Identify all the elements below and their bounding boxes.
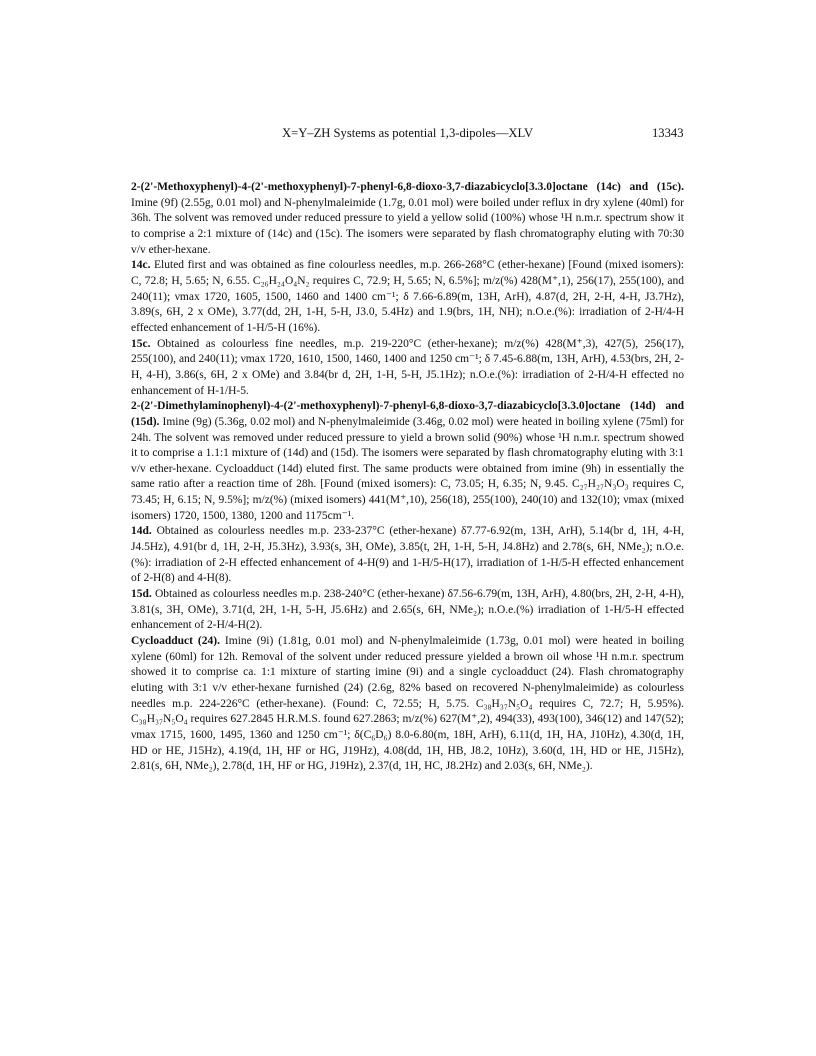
body-text xyxy=(131,180,684,775)
paragraph-body: Eluted first and was obtained as fine colourless needles, m.p. 266-268°C (ether-hexane) [Found (mixed isomers): C, 72.8; H, 5.65; N, 6.55. C₂₆H₂₄O₄N₂ requires C, 72.9; H, 5.65; N, 6.5%]; m/z(%) 428(M⁺,1), 256(17), 255(100), and 240(11); νmax 1720, 1605, 1500, 1460 and 1400 cm⁻¹; δ 7.66-6.89(m, 13H, ArH), 4.87(d, 2H, 2-H, 4-H, J3.7Hz), 3.89(s, 6H, 2 x OMe), 3.77(dd, 2H, 1-H, 5-H, J3.0, 5.4Hz) and 1.9(brs, 1H, NH); n.O.e.(%): irradiation of 2-H/4-H effected enhancement of 1-H/5-H (16%). xyxy=(131,259,685,334)
running-title: X=Y–ZH Systems as potential 1,3-dipoles—XLV xyxy=(282,126,534,140)
paragraph-body: Imine (9i) (1.81g, 0.01 mol) and N-phenylmaleimide (1.73g, 0.01 mol) were heated in boiling xylene (60ml) for 12h. Removal of the solvent under reduced pressure yielded a brown oil whose ¹H n.m.r. spectrum showed it to comprise ca. 1:1 mixture of starting imine (9i) and a single cycloadduct (24). Flash chromatography eluting with 3:1 v/v ether-hexane furnished (24) (2.6g, 82% based on recovered N-phenylmaleimide) as colourless needles m.p. 224-226°C (ether-hexane). (Found: C, 72.55; H, 5.75. C₃₈H₃₇N₅O₄ requires C, 72.7; H, 5.95%). C₃₈H₃₇N₅O₄ requires 627.2845 H.R.M.S. found 627.2863; m/z(%) 627(M⁺,2), 494(33), 493(100), 346(12) and 147(52); νmax 1715, 1600, 1495, 1360 and 1250 cm⁻¹; δ(C₆D₆) 8.0-6.80(m, 18H, ArH), 6.11(d, 1H, HA, J10Hz), 4.30(d, 1H, HD or HE, J15Hz), 4.19(d, 1H, HF or HG, J19Hz), 4.08(dd, 1H, HB, J8.2, 10Hz), 3.60(d, 1H, HD or HE, J15Hz), 2.81(s, 6H, NMe₂), 2.78(d, 1H, HF or HG, J19Hz), 2.37(d, 1H, HC, J8.2Hz) and 2.03(s, 6H, NMe₂). xyxy=(131,635,685,773)
paragraph-body: Obtained as colourless needles m.p. 233-237°C (ether-hexane) δ7.77-6.92(m, 13H, ArH), 5.14(br d, 1H, 4-H, J4.5Hz), 4.91(br d, 1H, 2-H, J5.3Hz), 3.93(s, 3H, OMe), 3.85(t, 2H, 1-H, 5-H, J4.8Hz) and 2.78(s, 6H, NMe₂); n.O.e.(%): irradiation of 2-H effected enhancement of 4-H(9) and 1-H/5-H(17), irradiation of 1-H/5-H effected enhancement of 2-H(8) and 4-H(8). xyxy=(131,525,684,585)
paragraph-15c xyxy=(131,337,684,400)
page-number: 13343 xyxy=(652,126,684,140)
paragraph-14c xyxy=(131,258,684,336)
paragraph-body: Imine (9f) (2.55g, 0.01 mol) and N-phenylmaleimide (1.7g, 0.01 mol) were boiled under reflux in dry xylene (40ml) for 36h. The solvent was removed under reduced pressure to yield a yellow solid (100%) whose ¹H n.m.r. spectrum show it to comprise a 2:1 mixture of (14c) and (15c). The isomers were separated by flash chromatography eluting with 70:30 v/v ether-hexane. xyxy=(131,196,684,256)
compound-heading: 14d. xyxy=(131,525,152,538)
paragraph-body: Imine (9g) (5.36g, 0.02 mol) and N-phenylmaleimide (3.46g, 0.02 mol) were heated in boiling xylene (75ml) for 24h. The solvent was removed under reduced pressure to yield a brown solid (90%) whose ¹H n.m.r. spectrum showed it to comprise a 1.1:1 mixture of (14d) and (15d). The isomers were separated by flash chromatography eluting with 3:1 v/v ether-hexane. Cycloadduct (14d) eluted first. The same products were obtained from imine (9h) in essentially the same ratio after a reaction time of 28h. [Found (mixed isomers): C, 73.05; H, 6.35; N, 9.45. C₂₇H₂₇N₃O₃ requires C, 73.45; H, 6.15; N, 9.5%]; m/z(%) (mixed isomers) 441(M⁺,10), 256(18), 255(100), 240(10) and 132(10); νmax (mixed isomers) 1720, 1500, 1380, 1200 and 1175cm⁻¹. xyxy=(131,415,685,522)
paragraph-body: Obtained as colourless fine needles, m.p. 219-220°C (ether-hexane); m/z(%) 428(M⁺,3), 427(5), 256(17), 255(100), and 240(11); νmax 1720, 1610, 1500, 1460, 1400 and 1250 cm⁻¹; δ 7.45-6.88(m, 13H, ArH), 4.53(brs, 2H, 2-H, 4-H), 3.86(s, 6H, 2 x OMe) and 3.84(br d, 2H, 1-H, 5-H, J5.1Hz); n.O.e.(%): irradiation of 2-H/4-H effected no enhancement of H-1/H-5. xyxy=(131,337,684,397)
compound-heading: 15d. xyxy=(131,588,152,601)
paragraph-cycloadduct-24 xyxy=(131,634,684,775)
compound-heading: Cycloadduct (24). xyxy=(131,635,220,648)
compound-heading: 2-(2'-Dimethylaminophenyl)-4-(2'-methoxyphenyl)-7-phenyl-6,8-dioxo-3,7-diazabicyclo[3.3.0]octane (14d) and (15d). xyxy=(131,400,684,428)
paragraph-14d-15d xyxy=(131,399,684,524)
compound-heading: 2-(2'-Methoxyphenyl)-4-(2'-methoxyphenyl)-7-phenyl-6,8-dioxo-3,7-diazabicyclo[3.3.0]octane (14c) and (15c). xyxy=(131,181,684,193)
paragraph-15d xyxy=(131,587,684,634)
compound-heading: 14c. xyxy=(131,259,151,272)
compound-heading: 15c. xyxy=(131,337,151,350)
paragraph-14c-15c xyxy=(131,180,684,258)
paragraph-14d xyxy=(131,524,684,587)
paragraph-body: Obtained as colourless needles m.p. 238-240°C (ether-hexane) δ7.56-6.79(m, 13H, ArH), 4.80(brs, 2H, 2-H, 4-H), 3.81(s, 3H, OMe), 3.71(d, 2H, 1-H, 5-H, J5.6Hz) and 2.65(s, 6H, NMe₂); n.O.e.(%) irradiation of 1-H/5-H effected enhancement of 2-H/4-H(2). xyxy=(131,588,685,632)
